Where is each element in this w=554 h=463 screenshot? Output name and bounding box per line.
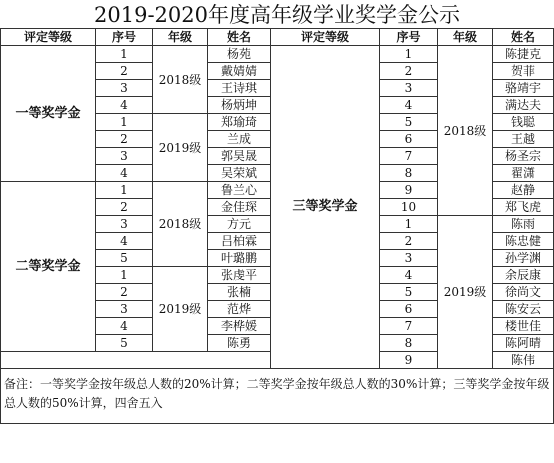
serial-number: 3 xyxy=(96,216,153,233)
grade-cell: 2019级 xyxy=(153,267,208,352)
student-name: 杨苑 xyxy=(208,46,271,63)
serial-number: 1 xyxy=(96,46,153,63)
award-level: 一等奖学金 xyxy=(1,46,96,182)
serial-number: 3 xyxy=(96,301,153,318)
serial-number: 3 xyxy=(380,250,438,267)
serial-number: 2 xyxy=(96,131,153,148)
serial-number: 5 xyxy=(380,114,438,131)
serial-number: 6 xyxy=(380,301,438,318)
student-name: 郑飞虎 xyxy=(493,199,554,216)
serial-number: 1 xyxy=(96,267,153,284)
serial-number: 2 xyxy=(96,284,153,301)
grade-cell: 2018级 xyxy=(153,46,208,114)
serial-number: 1 xyxy=(380,46,438,63)
serial-number: 4 xyxy=(380,97,438,114)
column-header: 评定等级 xyxy=(271,29,380,46)
serial-number: 2 xyxy=(380,233,438,250)
column-header: 评定等级 xyxy=(1,29,96,46)
student-name: 杨炳坤 xyxy=(208,97,271,114)
student-name: 徐尚文 xyxy=(493,284,554,301)
serial-number: 5 xyxy=(380,284,438,301)
serial-number: 8 xyxy=(380,335,438,352)
serial-number: 5 xyxy=(96,250,153,267)
serial-number: 3 xyxy=(380,80,438,97)
page-title: 2019-2020年度高年级学业奖学金公示 xyxy=(94,3,460,27)
serial-number: 5 xyxy=(96,335,153,352)
serial-number: 9 xyxy=(380,182,438,199)
student-name: 郭昊晟 xyxy=(208,148,271,165)
note-text: 备注：一等奖学金按年级总人数的20%计算；二等奖学金按年级总人数的30%计算；三等奖学金按年级总人数的50%计算，四舍五入 xyxy=(1,369,554,424)
student-name: 方元 xyxy=(208,216,271,233)
serial-number: 3 xyxy=(96,148,153,165)
column-header: 序号 xyxy=(96,29,153,46)
student-name: 鲁兰心 xyxy=(208,182,271,199)
student-name: 陈忠健 xyxy=(493,233,554,250)
student-name: 叶璐鹏 xyxy=(208,250,271,267)
student-name: 翟潇 xyxy=(493,165,554,182)
serial-number: 4 xyxy=(96,97,153,114)
student-name: 陈勇 xyxy=(208,335,271,352)
grade-cell: 2019级 xyxy=(153,114,208,182)
serial-number: 4 xyxy=(96,165,153,182)
serial-number: 2 xyxy=(96,199,153,216)
serial-number: 1 xyxy=(96,182,153,199)
student-name: 张虔平 xyxy=(208,267,271,284)
student-name: 陈阿晴 xyxy=(493,335,554,352)
serial-number: 7 xyxy=(380,148,438,165)
student-name: 王越 xyxy=(493,131,554,148)
student-name: 陈雨 xyxy=(493,216,554,233)
student-name: 骆靖宇 xyxy=(493,80,554,97)
student-name: 陈伟 xyxy=(493,352,554,369)
serial-number: 1 xyxy=(96,114,153,131)
serial-number: 10 xyxy=(380,199,438,216)
serial-number: 9 xyxy=(380,352,438,369)
student-name: 贺菲 xyxy=(493,63,554,80)
student-name: 杨圣宗 xyxy=(493,148,554,165)
header-row xyxy=(1,29,554,46)
student-name: 兰成 xyxy=(208,131,271,148)
award-level: 三等奖学金 xyxy=(271,46,380,369)
student-name: 楼世佳 xyxy=(493,318,554,335)
grade-cell: 2018级 xyxy=(438,46,493,216)
student-name: 吕柏霖 xyxy=(208,233,271,250)
table-body xyxy=(1,29,554,424)
student-name: 满达夫 xyxy=(493,97,554,114)
student-name: 张楠 xyxy=(208,284,271,301)
student-name: 郑瑜琦 xyxy=(208,114,271,131)
student-name: 王诗琪 xyxy=(208,80,271,97)
serial-number: 3 xyxy=(96,80,153,97)
serial-number: 7 xyxy=(380,318,438,335)
serial-number: 4 xyxy=(96,233,153,250)
grade-cell: 2018级 xyxy=(153,182,208,267)
student-name: 孙学渊 xyxy=(493,250,554,267)
student-name: 钱聪 xyxy=(493,114,554,131)
serial-number: 4 xyxy=(380,267,438,284)
student-name: 余辰康 xyxy=(493,267,554,284)
student-name: 陈捷克 xyxy=(493,46,554,63)
serial-number: 2 xyxy=(380,63,438,80)
student-name: 赵静 xyxy=(493,182,554,199)
serial-number: 1 xyxy=(380,216,438,233)
award-level: 二等奖学金 xyxy=(1,182,96,352)
student-name: 范烨 xyxy=(208,301,271,318)
student-name: 金佳琛 xyxy=(208,199,271,216)
note-row xyxy=(1,369,554,424)
empty-cell xyxy=(1,352,271,369)
student-name: 戴婧婧 xyxy=(208,63,271,80)
serial-number: 2 xyxy=(96,63,153,80)
column-header: 序号 xyxy=(380,29,438,46)
column-header: 姓名 xyxy=(493,29,554,46)
scholarship-table xyxy=(0,28,554,424)
column-header: 姓名 xyxy=(208,29,271,46)
student-name: 陈安云 xyxy=(493,301,554,318)
serial-number: 6 xyxy=(380,131,438,148)
column-header: 年级 xyxy=(438,29,493,46)
serial-number: 8 xyxy=(380,165,438,182)
student-name: 吴荣斌 xyxy=(208,165,271,182)
student-name: 李桦媛 xyxy=(208,318,271,335)
grade-cell: 2019级 xyxy=(438,216,493,369)
column-header: 年级 xyxy=(153,29,208,46)
serial-number: 4 xyxy=(96,318,153,335)
table-row xyxy=(1,46,554,63)
